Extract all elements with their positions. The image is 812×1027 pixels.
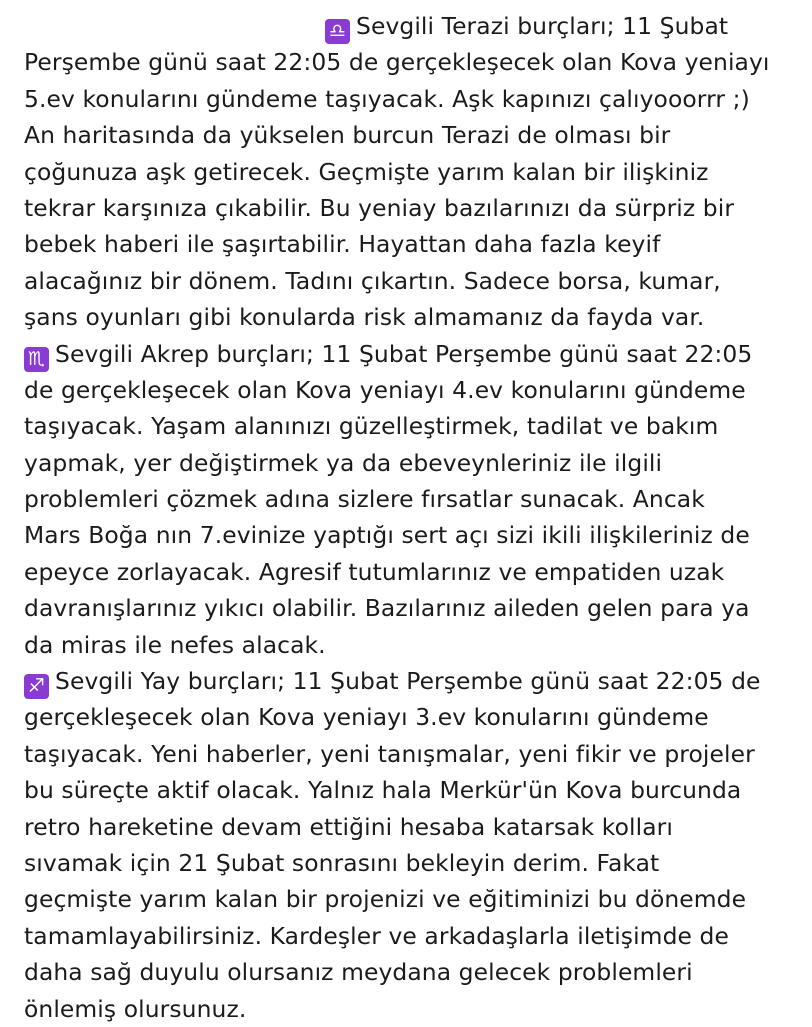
text-line: epeyce zorlayacak. Agresif tutumlarınız ve empatiden uzak	[24, 557, 725, 586]
text-line: tekrar karşınıza çıkabilir. Bu yeniay bazılarınızı da sürpriz bir	[24, 193, 735, 222]
text-line: Sevgili Akrep burçları; 11 Şubat Perşembe günü saat 22:05	[55, 339, 753, 368]
text-line: Sevgili Terazi burçları; 11 Şubat	[356, 12, 729, 40]
text-line: taşıyacak. Yeni haberler, yeni tanışmalar, yeni fikir ve projeler	[24, 739, 755, 768]
text-line: yapmak, yer değiştirmek ya da ebeveynleriniz ile ilgili	[24, 448, 663, 477]
text-line: Sevgili Yay burçları; 11 Şubat Perşembe günü saat 22:05 de	[55, 667, 761, 696]
horoscope-post	[24, 8, 796, 1027]
scorpio-section	[24, 336, 796, 664]
libra-icon: ♎	[325, 19, 350, 44]
text-line: önlemiş olursunuz.	[24, 994, 247, 1023]
libra-heading-line	[24, 8, 796, 44]
text-line: sıvamak için 21 Şubat sonrasını bekleyin derim. Fakat	[24, 848, 660, 877]
sagittarius-icon: ♐	[24, 674, 49, 699]
text-line: davranışlarınız yıkıcı olabilir. Bazılarınız aileden gelen para ya	[24, 594, 750, 623]
text-line: tamamlayabilirsiniz. Kardeşler ve arkadaşlarla iletişimde de	[24, 921, 729, 950]
text-line: da miras ile nefes alacak.	[24, 630, 326, 659]
text-line: 5.ev konularını gündeme taşıyacak. Aşk kapınızı çalıyooorrr ;)	[24, 84, 750, 113]
text-line: Mars Boğa nın 7.evinize yaptığı sert açı sizi ikili ilişkileriniz de	[24, 521, 750, 550]
text-line: şans oyunları gibi konularda risk almamanız da fayda var.	[24, 303, 705, 332]
sagittarius-section	[24, 663, 796, 1027]
text-line: daha sağ duyulu olursanız meydana gelecek problemleri	[24, 958, 693, 987]
text-line: Perşembe günü saat 22:05 de gerçekleşecek olan Kova yeniayı	[24, 48, 770, 77]
scorpio-icon: ♏	[24, 347, 49, 372]
text-line: bu süreçte aktif olacak. Yalnız hala Merkür'ün Kova burcunda	[24, 776, 742, 805]
sagittarius-heading-line	[24, 663, 796, 699]
text-line: alacağınız bir dönem. Tadını çıkartın. Sadece borsa, kumar,	[24, 266, 721, 295]
text-line: geçmişte yarım kalan bir projenizi ve eğitiminizi bu dönemde	[24, 885, 747, 914]
text-line: problemleri çözmek adına sizlere fırsatlar sunacak. Ancak	[24, 485, 705, 514]
text-line: bebek haberi ile şaşırtabilir. Hayattan daha fazla keyif	[24, 230, 661, 259]
libra-section	[24, 8, 796, 336]
scorpio-heading-line	[24, 336, 796, 372]
text-line: de gerçekleşecek olan Kova yeniayı 4.ev konularını gündeme	[24, 375, 746, 404]
text-line: retro hareketine devam ettiğini hesaba katarsak kolları	[24, 812, 673, 841]
text-line: çoğunuza aşk getirecek. Geçmişte yarım kalan bir ilişkiniz	[24, 157, 709, 186]
text-line: taşıyacak. Yaşam alanınızı güzelleştirmek, tadilat ve bakım	[24, 412, 719, 441]
text-line: gerçekleşecek olan Kova yeniayı 3.ev konularını gündeme	[24, 703, 709, 732]
text-line: An haritasında da yükselen burcun Terazi de olması bir	[24, 121, 671, 150]
